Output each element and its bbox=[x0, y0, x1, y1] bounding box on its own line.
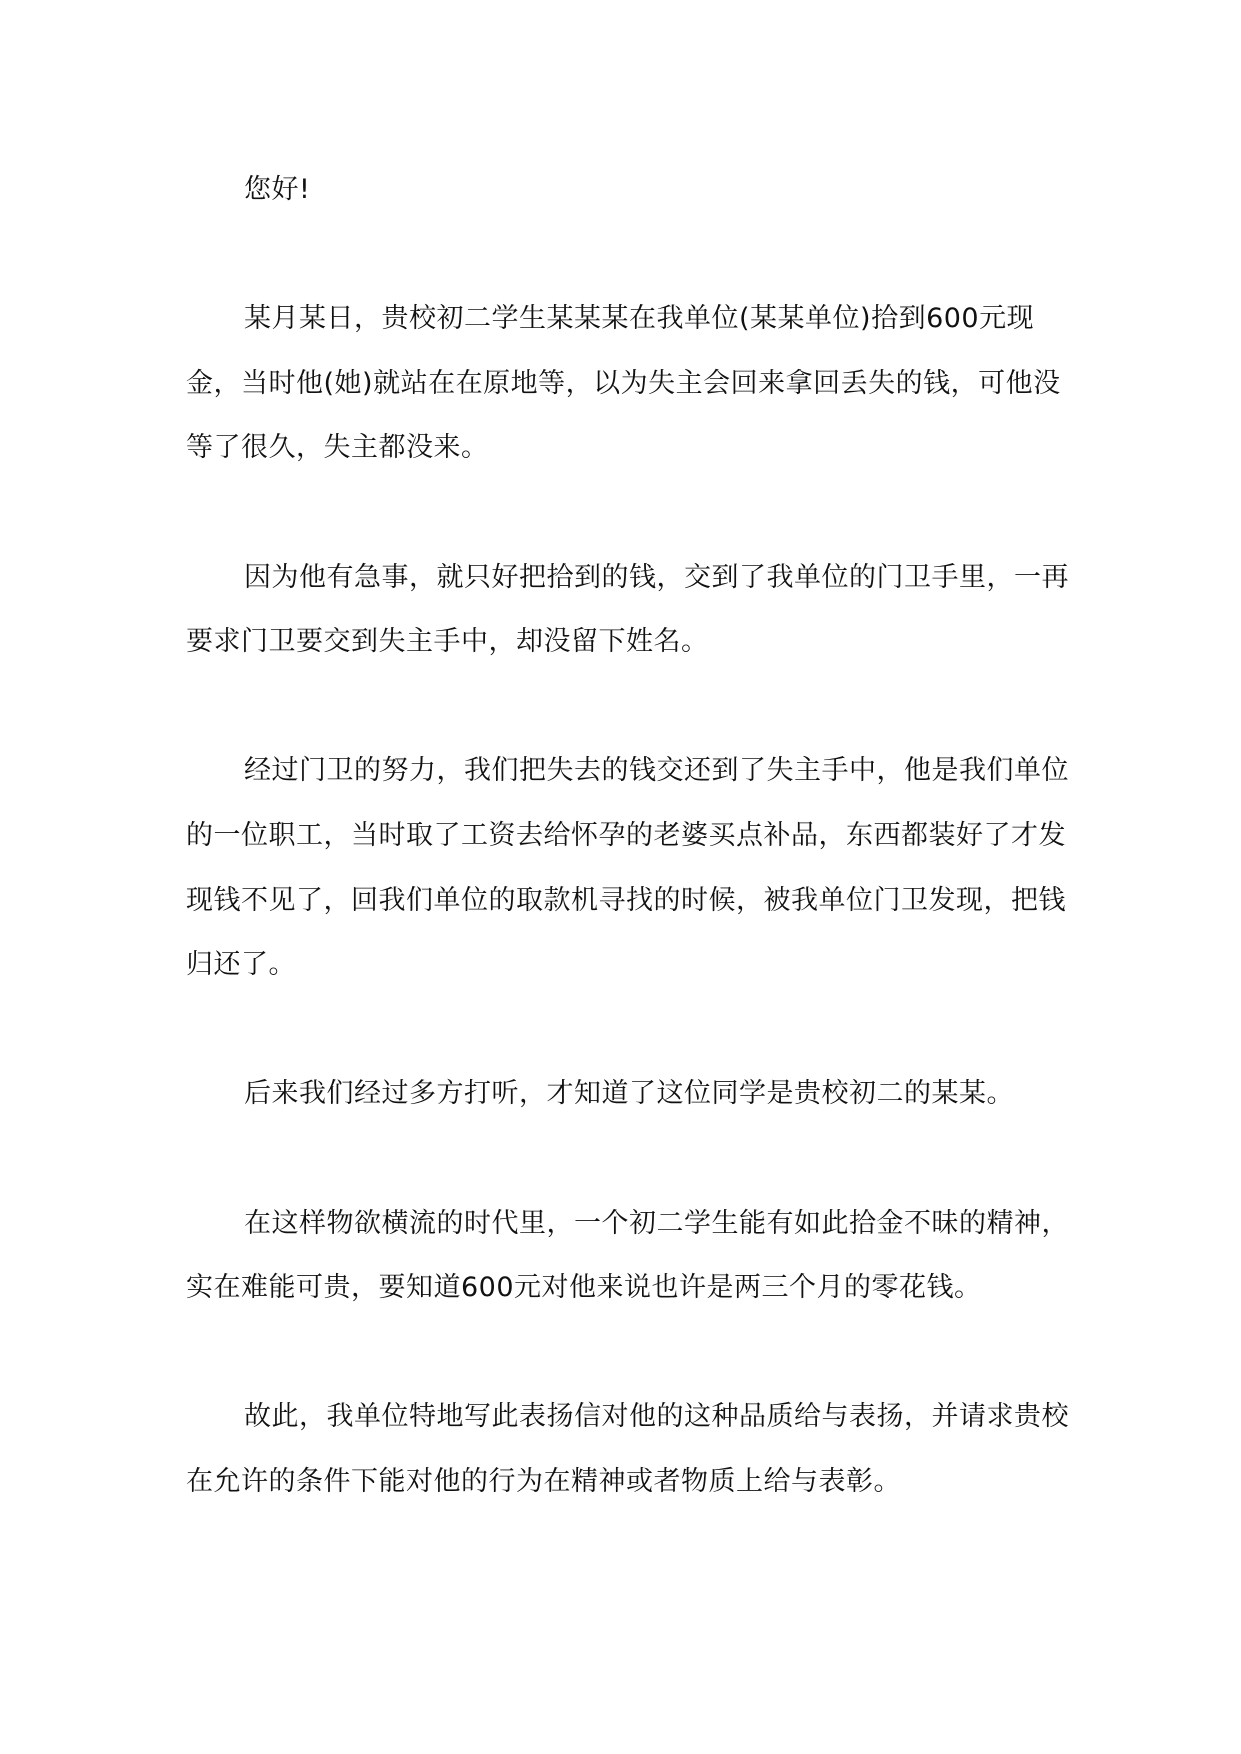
paragraph-handed-to-guard: 因为他有急事，就只好把拾到的钱，交到了我单位的门卫手里，一再要求门卫要交到失主手中，却没留下姓名。 bbox=[186, 561, 1069, 658]
paragraph-request-commendation: 故此，我单位特地写此表扬信对他的这种品质给与表扬，并请求贵校在允许的条件下能对他的行为在精神或者物质上给与表彰。 bbox=[186, 1401, 1069, 1497]
paragraph-returned-to-owner: 经过门卫的努力，我们把失去的钱交还到了失主手中，他是我们单位的一位职工，当时取了工资去给怀孕的老婆买点补品，东西都装好了才发现钱不见了，回我们单位的取款机寻找的时候，被我单位门卫发现，把钱归还了。 bbox=[186, 755, 1069, 981]
letter-body bbox=[186, 158, 1076, 1579]
paragraph-praise: 在这样物欲横流的时代里，一个初二学生能有如此拾金不昧的精神，实在难能可贵，要知道600元对他来说也许是两三个月的零花钱。 bbox=[186, 1207, 1069, 1304]
letter-greeting: 您好! bbox=[244, 174, 311, 205]
paragraph-identified-student: 后来我们经过多方打听，才知道了这位同学是贵校初二的某某。 bbox=[244, 1078, 1014, 1110]
paragraph-found-money: 某月某日，贵校初二学生某某某在我单位(某某单位)拾到600元现金，当时他(她)就站在在原地等，以为失主会回来拿回丢失的钱，可他没等了很久，失主都没来。 bbox=[186, 303, 1061, 464]
